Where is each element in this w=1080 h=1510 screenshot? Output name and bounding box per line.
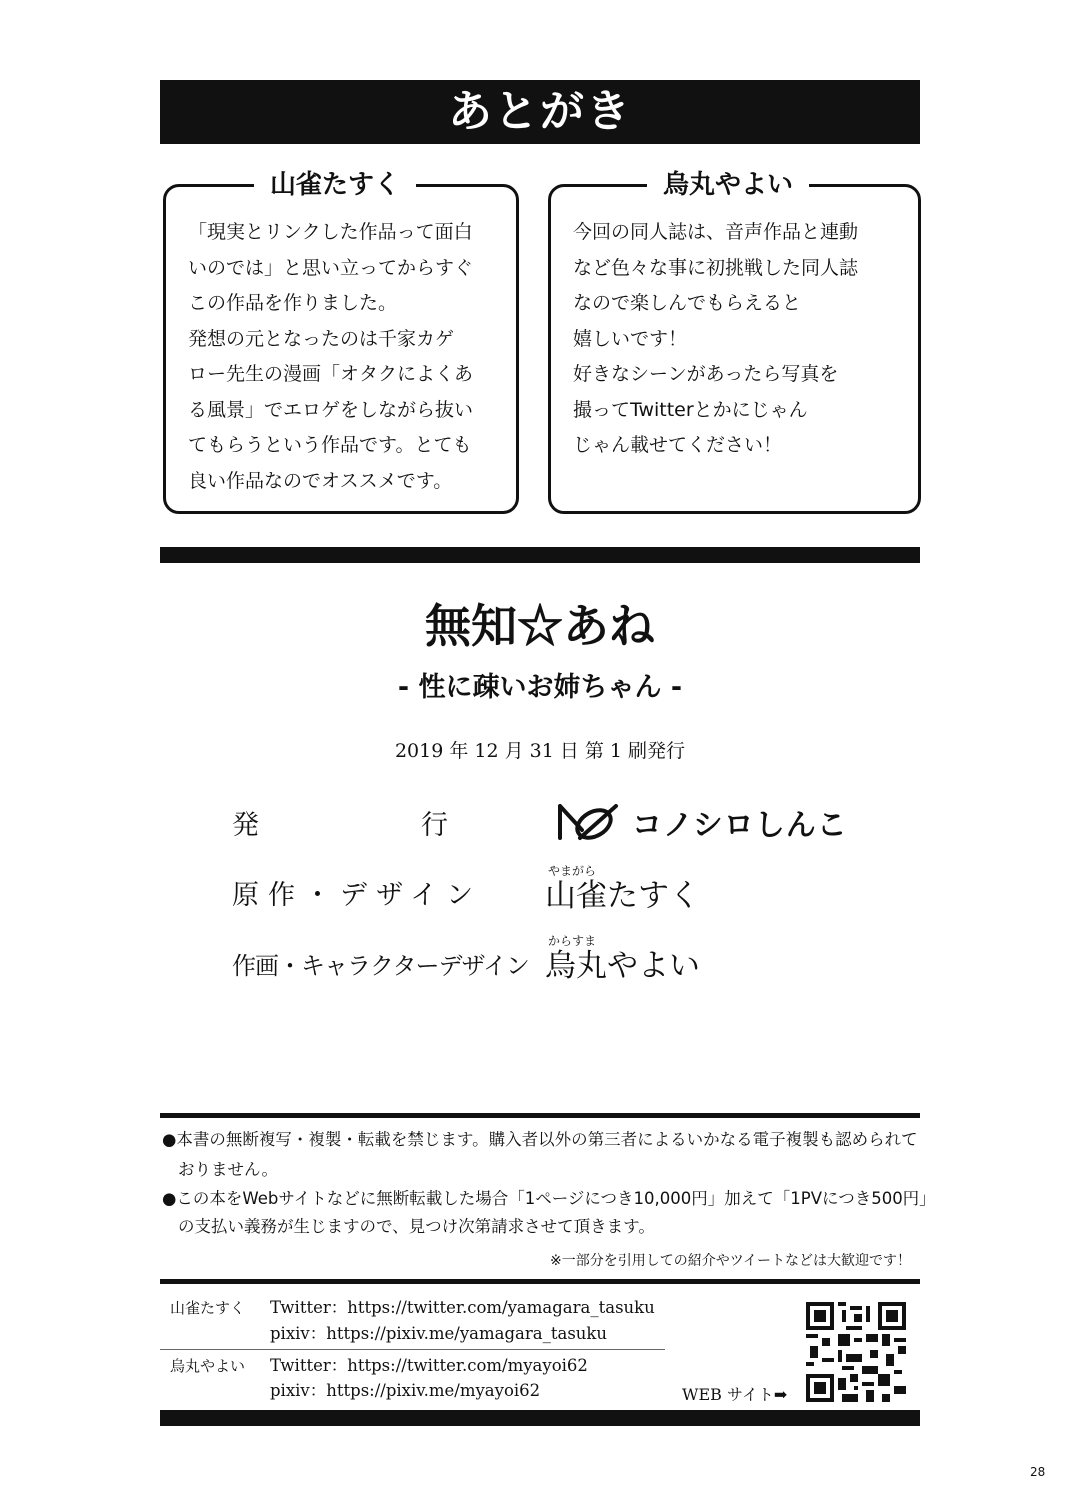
pixiv-link[interactable]: pixiv：https://pixiv.me/myayoi62 (270, 1381, 541, 1400)
art-design-label: 作画・キャラクターデザイン (232, 952, 529, 980)
message-author: 山雀たすく (254, 165, 416, 205)
message-box-yamagara (163, 170, 519, 514)
footer-divider (160, 1410, 920, 1426)
message-text: 今回の同人誌は、音声作品と連動 など色々な事に初挑戦した同人誌 なので楽しんでもらえると 嬉しいです！ 好きなシーンがあったら写真を 撮ってTwitterとかにじゃん じゃん載せてください！ (573, 221, 859, 456)
links-separator (160, 1349, 665, 1350)
original-ruby: やまがら (548, 864, 597, 878)
message-text: 「現実とリンクした作品って面白 いのでは」と思い立ってからすぐ この作品を作りました。 発想の元となったのは千家カゲ ロー先生の漫画「オタクによくあ る風景」でエロゲをしながら抜い てもらうという作品です。とても 良い作品なのでオススメです。 (188, 221, 474, 492)
book-title: 無知☆あね (425, 599, 655, 653)
publisher-logo-icon (556, 800, 622, 844)
original-design-label: 原作・デザイン (232, 880, 483, 911)
links-divider (160, 1279, 920, 1284)
message-author: 烏丸やよい (647, 165, 809, 205)
notice-line: ●この本をWebサイトなどに無断転載した場合「1ページにつき10,000円」加えて「1PVにつき500円」 (162, 1189, 936, 1208)
twitter-link[interactable]: Twitter：https://twitter.com/yamagara_tasuku (270, 1298, 655, 1317)
notice-line: の支払い義務が生じますので、見つけ次第請求させて頂きます。 (178, 1217, 655, 1236)
publisher-logo (556, 800, 848, 844)
art-ruby: からすま (548, 934, 597, 948)
notice-note: ※一部分を引用しての紹介やツイートなどは大歓迎です！ (550, 1253, 912, 1269)
qr-code[interactable] (806, 1302, 906, 1402)
link-author-name: 烏丸やよい (170, 1357, 246, 1375)
publisher-logo-text: コノシロしんこ (632, 808, 848, 843)
pixiv-link[interactable]: pixiv：https://pixiv.me/yamagara_tasuku (270, 1324, 608, 1343)
publisher-label: 発 行 (232, 810, 448, 841)
afterword-header: あとがき (160, 80, 920, 144)
web-site-label: WEB サイト➡ (682, 1385, 788, 1404)
notice-divider (160, 1113, 920, 1118)
publication-date: 2019 年 12 月 31 日 第 1 刷発行 (394, 740, 686, 762)
book-subtitle: - 性に疎いお姉ちゃん - (397, 672, 683, 703)
section-divider (160, 547, 920, 563)
link-author-name: 山雀たすく (170, 1299, 246, 1317)
notice-line: ●本書の無断複写・複製・転載を禁じます。購入者以外の第三者によるいかなる電子複製も認められて (162, 1130, 918, 1149)
twitter-link[interactable]: Twitter：https://twitter.com/myayoi62 (270, 1356, 588, 1375)
message-box-karasuma (548, 170, 921, 514)
original-author-name: 山雀たすく (545, 878, 700, 914)
artist-name: 烏丸やよい (545, 948, 700, 984)
notice-line: おりません。 (178, 1160, 278, 1179)
page-number: 28 (1030, 1465, 1046, 1479)
